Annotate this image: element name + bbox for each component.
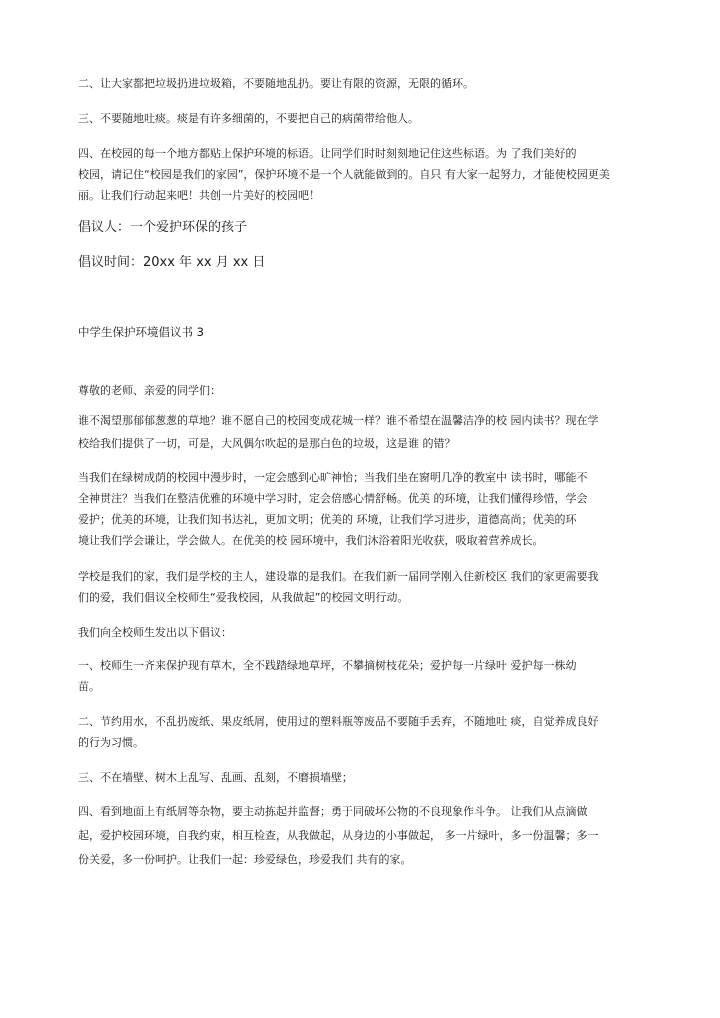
paragraph-3-line-1: 学校是我们的家，我们是学校的主人，建设靠的是我们。在我们新一届同学刚入住新校区 我们的家更需要我 [78, 570, 599, 583]
paragraph-2-line-4: 境让我们学会谦让，学会做人。在优美的校 园环境中，我们沐浴着阳光收获，吸取着营养成长。 [78, 534, 544, 547]
paragraph-item-4-line-3: 丽。让我们行动起来吧！共创一片美好的校园吧！ [78, 189, 320, 202]
proposal-item-1-line-2: 苗。 [78, 680, 100, 693]
proposal-item-1-line-1: 一、校师生一齐来保护现有草木，全不践踏绿地草坪，不攀摘树枝花朵；爱护每一片绿叶 爱护每一株幼 [78, 659, 577, 672]
paragraph-item-4-line-2: 校园，请记住“校园是我们的家园”，保护环境不是一个人就能做到的。自只 有大家一起努力，才能使校园更美 [78, 168, 610, 181]
paragraph-2-line-1: 当我们在绿树成荫的校园中漫步时，一定会感到心旷神怡；当我们坐在窗明几净的教室中 读书时，哪能不 [78, 471, 588, 484]
greeting: 尊敬的老师、亲爱的同学们： [78, 384, 221, 397]
proposer-line: 倡议人：一个爱护环保的孩子 [78, 220, 248, 235]
proposal-intro: 我们向全校师生发出以下倡议： [78, 626, 232, 639]
paragraph-item-2: 二、让大家都把垃圾扔进垃圾箱，不要随地乱扔。要让有限的资源，无限的循环。 [78, 77, 474, 90]
section-title: 中学生保护环境倡议书 3 [78, 325, 204, 339]
proposal-item-4-line-2: 起，爱护校园环境，自我约束，相互检查，从我做起，从身边的小事做起， 多一片绿叶，多一份温馨；多一 [78, 829, 599, 842]
proposal-item-4-line-3: 份关爱，多一份呵护。让我们一起：珍爱绿色，珍爱我们 共有的家。 [78, 853, 412, 866]
paragraph-2-line-3: 爱护；优美的环境，让我们知书达礼，更加文明；优美的 环境，让我们学习进步，道德高尚；优美的环 [78, 513, 577, 526]
paragraph-2-line-2: 全神贯注？当我们在整洁优雅的环境中学习时，定会倍感心情舒畅。优美 的环境，让我们懂得珍惜，学会 [78, 492, 588, 505]
proposal-item-2-line-1: 二、节约用水，不乱扔废纸、果皮纸屑，使用过的塑料瓶等废品不要随手丢弃，不随地吐 痰，自觉养成良好 [78, 715, 599, 728]
proposal-item-3: 三、不在墙壁、树木上乱写、乱画、乱刻，不磨损墙壁； [78, 771, 353, 784]
paragraph-item-3: 三、不要随地吐痰。痰是有许多细菌的，不要把自己的病菌带给他人。 [78, 112, 419, 125]
paragraph-3-line-2: 们的爱，我们倡议全校师生“爱我校园，从我做起”的校园文明行动。 [78, 591, 409, 604]
paragraph-1-line-2: 校给我们提供了一切，可是，大风偶尔吹起的是那白色的垃圾，这是谁 的错？ [78, 437, 456, 450]
proposal-item-2-line-2: 的行为习惯。 [78, 736, 144, 749]
paragraph-item-4-line-1: 四、在校园的每一个地方都贴上保护环境的标语。让同学们时时刻刻地记住这些标语。为 了我们美好的 [78, 147, 577, 160]
proposal-item-4-line-1: 四、看到地面上有纸屑等杂物，要主动拣起并监督；勇于同破坏公物的不良现象作斗争。 让我们从点滴做 [78, 805, 588, 818]
paragraph-1-line-1: 谁不渴望那郁郁葱葱的草地？谁不愿自己的校园变成花城一样？谁不希望在温馨洁净的校 园内读书？现在学 [78, 414, 599, 427]
date-line: 倡议时间：20xx 年 xx 月 xx 日 [78, 255, 266, 270]
